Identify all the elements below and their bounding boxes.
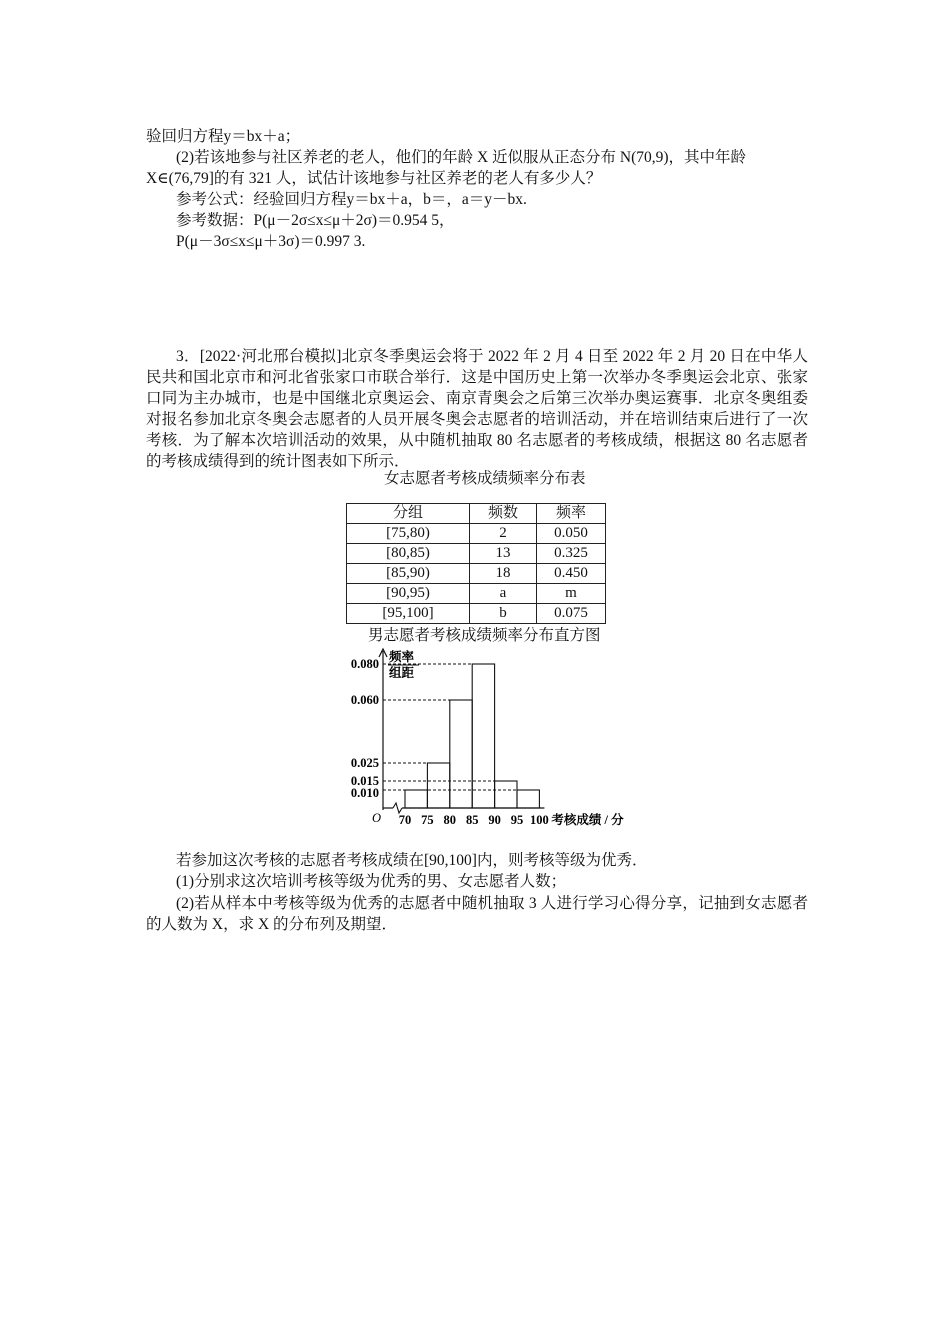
line-ref-data-1: 参考数据：P(μ－2σ≤x≤μ＋2σ)＝0.954 5， — [176, 212, 455, 229]
x-tick-label: 90 — [488, 813, 501, 827]
y-tick-label: 0.015 — [350, 774, 379, 788]
table-row — [347, 524, 606, 544]
y-tick-label: 0.025 — [350, 756, 379, 770]
table-header-row — [347, 504, 606, 524]
y-axis-label-bottom: 组距 — [389, 666, 415, 680]
table-cell: [80,85) — [347, 544, 470, 564]
table-cell: a — [470, 584, 537, 604]
histogram-bar — [427, 763, 449, 808]
x-tick-label: 70 — [398, 813, 412, 827]
x-tick-label: 75 — [421, 813, 434, 827]
x-axis-label: 考核成绩 / 分 — [551, 813, 624, 827]
line-ref-formula: 参考公式：经验回归方程y＝bx＋a，b＝，a＝y－bx. — [176, 191, 527, 208]
x-tick-label: 80 — [443, 813, 457, 827]
table-cell: 0.450 — [537, 564, 606, 584]
histogram-bar — [450, 700, 472, 808]
histogram-bar — [472, 664, 494, 808]
table-cell: 0.325 — [537, 544, 606, 564]
histogram-bar — [517, 790, 539, 808]
x-tick-label: 85 — [465, 813, 479, 827]
chart-title: 男志愿者考核成绩频率分布直方图 — [368, 627, 601, 644]
table-cell: 0.050 — [537, 524, 606, 544]
line-excellent-def: 若参加这次考核的志愿者考核成绩在[90,100]内，则考核等级为优秀． — [176, 852, 648, 869]
origin-label: O — [372, 811, 382, 825]
problem-3-text: 3．[2022·河北邢台模拟]北京冬季奥运会将于 2022 年 2 月 4 日至 2022 年 2 月 20 日在中华人民共和国北京市和河北省张家口市联合举行．这是中国历史上第一次举办冬季奥运会北京、张家口同为主办城市，也是中国继北京奥运会、南京青奥会之后第三次举办奥运赛事．北京冬奥组委对报名参加北京冬奥会志愿者的人员开展冬奥会志愿者的培训活动，并在培训结束后进行了一次考核．为了解本次培训活动的效果，从中随机抽取 80 名志愿者的考核成绩，根据这 80 名志愿者的考核成绩得到的统计图表如下所示． — [146, 348, 808, 470]
histogram-bar — [405, 790, 427, 808]
table-cell: [85,90) — [347, 564, 470, 584]
table-caption: 女志愿者考核成绩频率分布表 — [384, 470, 586, 487]
table-cell: m — [537, 584, 606, 604]
table-cell: [75,80) — [347, 524, 470, 544]
line-q2-part2: X∈(76,79]的有 321 人，试估计该地参与社区养老的老人有多少人？ — [146, 170, 602, 187]
problem-3-q2: (2)若从样本中考核等级为优秀的志愿者中随机抽取 3 人进行学习心得分享，记抽到女志愿者的人数为 X，求 X 的分布列及期望． — [146, 895, 808, 933]
table-row — [347, 604, 606, 624]
table-row — [347, 544, 606, 564]
table-header: 频数 — [470, 504, 537, 524]
x-tick-label: 95 — [510, 813, 524, 827]
table-cell: [95,100] — [347, 604, 470, 624]
table-cell: 13 — [470, 544, 537, 564]
table-row — [347, 584, 606, 604]
frequency-table — [346, 503, 606, 624]
table-header: 频率 — [537, 504, 606, 524]
table-header: 分组 — [347, 504, 470, 524]
y-axis-label-top: 频率 — [389, 650, 415, 664]
histogram-bar — [495, 781, 517, 808]
table-cell: b — [470, 604, 537, 624]
line-q2-part1: (2)若该地参与社区养老的老人，他们的年龄 X 近似服从正态分布 N(70,9)，其中年龄 — [176, 149, 747, 166]
y-tick-label: 0.010 — [350, 786, 379, 800]
table-cell: [90,95) — [347, 584, 470, 604]
line-ref-data-2: P(μ－3σ≤x≤μ＋3σ)＝0.997 3. — [176, 233, 366, 250]
table-row — [347, 564, 606, 584]
line-regression-tail: 验回归方程y＝bx＋a； — [146, 128, 301, 145]
table-cell: 18 — [470, 564, 537, 584]
y-tick-label: 0.060 — [350, 693, 379, 707]
table-cell: 2 — [470, 524, 537, 544]
x-tick-label: 100 — [530, 813, 549, 827]
axis-break-mark — [393, 803, 402, 813]
table-cell: 0.075 — [537, 604, 606, 624]
y-tick-label: 0.080 — [350, 657, 379, 671]
line-q1: (1)分别求这次培训考核等级为优秀的男、女志愿者人数； — [176, 873, 567, 890]
histogram-chart — [330, 645, 660, 845]
